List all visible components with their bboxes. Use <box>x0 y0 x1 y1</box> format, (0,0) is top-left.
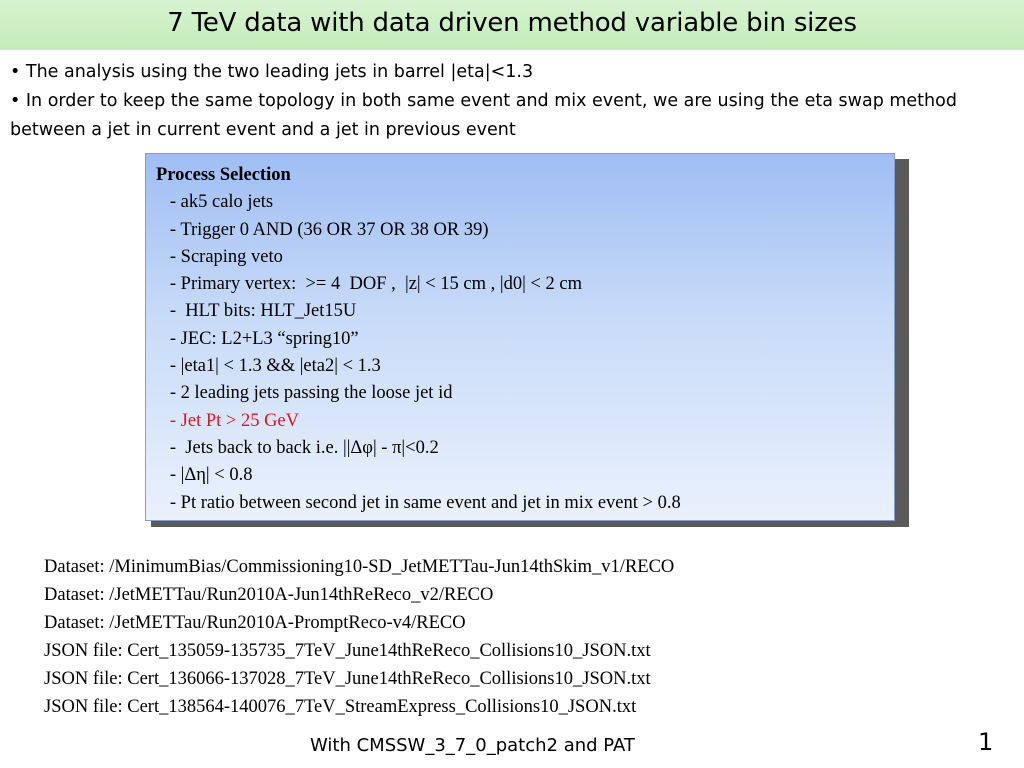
selection-item-highlighted: - Jet Pt > 25 GeV <box>156 410 300 431</box>
dataset-line: Dataset: /JetMETTau/Run2010A-PromptReco-v4/RECO <box>44 613 466 633</box>
dataset-line: Dataset: /MinimumBias/Commissioning10-SD_JetMETTau-Jun14thSkim_v1/RECO <box>44 557 675 577</box>
selection-item: - Pt ratio between second jet in same event and jet in mix event > 0.8 <box>156 492 681 513</box>
dataset-line: Dataset: /JetMETTau/Run2010A-Jun14thReReco_v2/RECO <box>44 585 494 605</box>
selection-item: - Scraping veto <box>156 246 283 267</box>
selection-item: - Jets back to back i.e. ||Δφ| - π|<0.2 <box>156 437 439 458</box>
selection-item: - 2 leading jets passing the loose jet id <box>156 383 453 404</box>
footer-text: With CMSSW_3_7_0_patch2 and PAT <box>310 735 635 756</box>
title-bar <box>0 0 1024 50</box>
selection-item: - Trigger 0 AND (36 OR 37 OR 38 OR 39) <box>156 219 489 240</box>
selection-item: - JEC: L2+L3 “spring10” <box>156 328 359 349</box>
process-selection-heading: Process Selection <box>156 165 291 185</box>
bullet-item: • The analysis using the two leading jets in barrel |eta|<1.3 <box>10 62 534 82</box>
slide-title: 7 TeV data with data driven method variable bin sizes <box>167 8 857 38</box>
selection-item: - Primary vertex: >= 4 DOF , |z| < 15 cm , |d0| < 2 cm <box>156 274 582 295</box>
dataset-list <box>44 553 1004 721</box>
bullet-list <box>10 58 1015 145</box>
process-selection-box <box>145 153 895 521</box>
selection-item: - |Δη| < 0.8 <box>156 465 253 486</box>
json-file-line: JSON file: Cert_135059-135735_7TeV_June14thReReco_Collisions10_JSON.txt <box>44 641 651 661</box>
selection-item: - HLT bits: HLT_Jet15U <box>156 301 357 322</box>
selection-item: - ak5 calo jets <box>156 192 274 213</box>
selection-item: - |eta1| < 1.3 && |eta2| < 1.3 <box>156 356 381 377</box>
json-file-line: JSON file: Cert_138564-140076_7TeV_StreamExpress_Collisions10_JSON.txt <box>44 697 637 717</box>
bullet-item: • In order to keep the same topology in both same event and mix event, we are using the eta swap method between a jet in current event and a jet in previous event <box>10 91 957 140</box>
page-number: 1 <box>978 728 994 756</box>
json-file-line: JSON file: Cert_136066-137028_7TeV_June14thReReco_Collisions10_JSON.txt <box>44 669 651 689</box>
